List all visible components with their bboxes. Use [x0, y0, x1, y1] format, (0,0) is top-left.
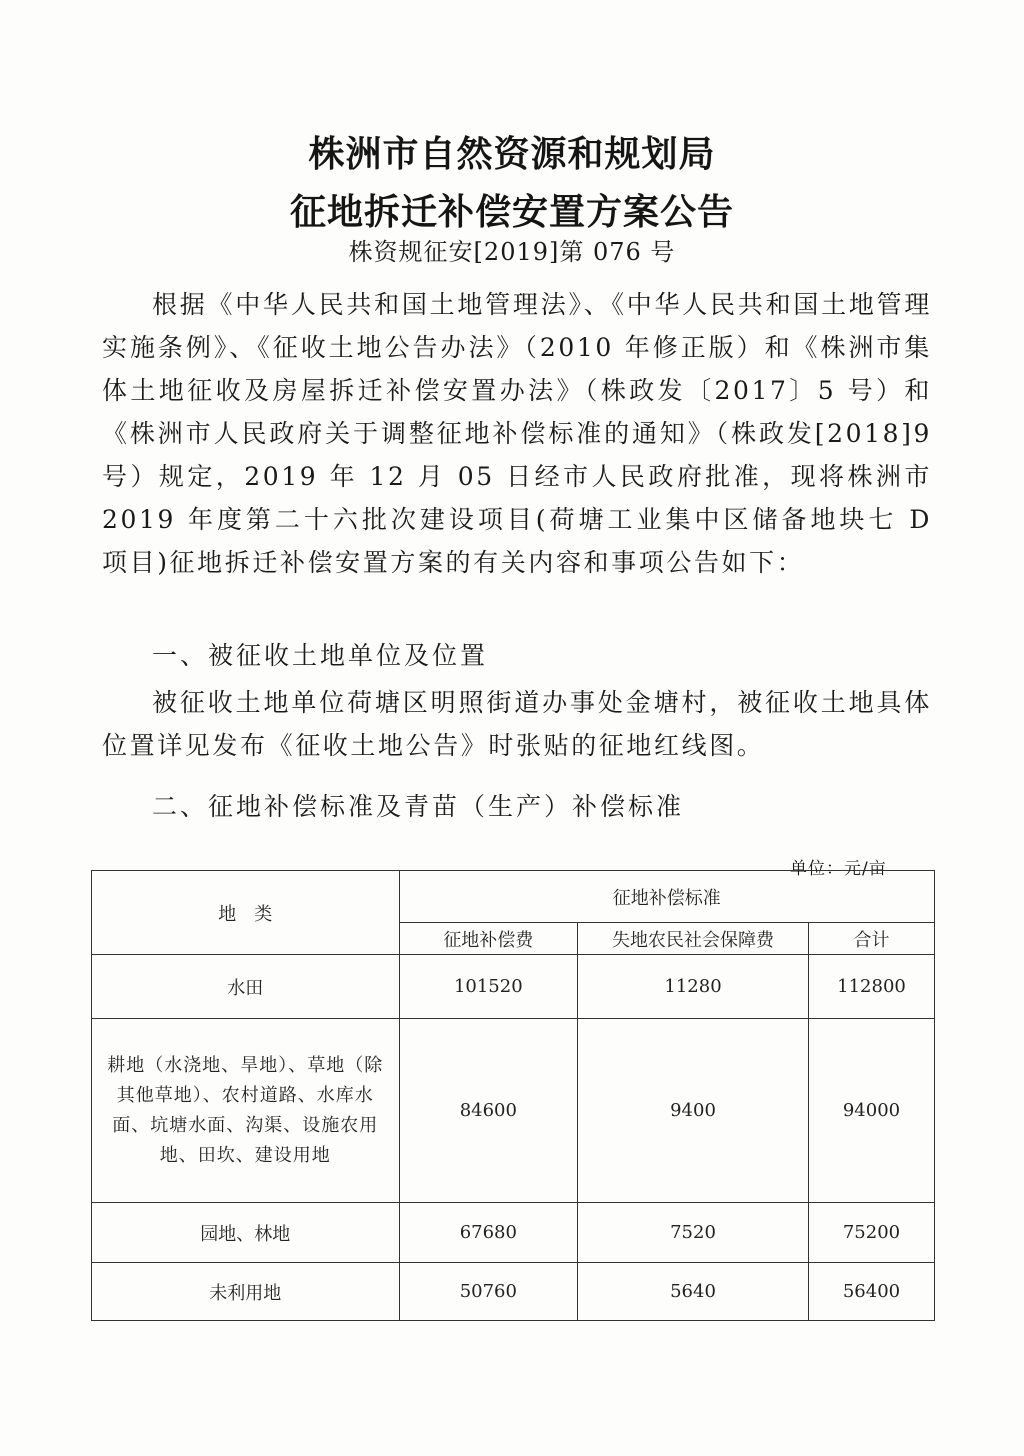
table-row	[92, 955, 935, 1019]
cell-comp-fee: 50760	[399, 1263, 577, 1321]
document-title-line1: 株洲市自然资源和规划局	[308, 134, 716, 175]
cell-total: 56400	[809, 1263, 935, 1321]
cell-social-security: 11280	[578, 955, 809, 1019]
document-number: 株资规征安[2019]第 076 号	[348, 238, 676, 266]
section1-paragraph: 被征收土地单位荷塘区明照街道办事处金塘村，被征收土地具体位置详见发布《征收土地公告》时张贴的征地红线图。	[102, 688, 932, 760]
cell-land-type: 水田	[92, 955, 400, 1019]
table-row	[92, 1019, 935, 1203]
table-row	[92, 1203, 935, 1263]
header-land-type: 地 类	[92, 871, 400, 955]
table-header-row	[92, 871, 935, 923]
cell-comp-fee: 101520	[399, 955, 577, 1019]
cell-land-type: 耕地（水浇地、旱地）、草地（除其他草地）、农村道路、水库水面、坑塘水面、沟渠、设施农用地、田坎、建设用地	[92, 1019, 400, 1203]
cell-total: 94000	[809, 1019, 935, 1203]
cell-total: 75200	[809, 1203, 935, 1263]
table-row	[92, 1263, 935, 1321]
compensation-table	[91, 870, 935, 1321]
cell-land-type: 园地、林地	[92, 1203, 400, 1263]
cell-social-security: 5640	[578, 1263, 809, 1321]
document-title-line2: 征地拆迁补偿安置方案公告	[289, 192, 734, 233]
cell-comp-fee: 84600	[399, 1019, 577, 1203]
cell-total: 112800	[809, 955, 935, 1019]
intro-paragraph: 根据《中华人民共和国土地管理法》、《中华人民共和国土地管理实施条例》、《征收土地公告办法》（2010 年修正版）和《株洲市集体土地征收及房屋拆迁补偿安置办法》（株政发〔2017〕5 号）和《株洲市人民政府关于调整征地补偿标准的通知》（株政发[2018]9 号）规定，2019 年 12 月 05 日经市人民政府批准，现将株洲市 2019 年度第二十六批次建设项目(荷塘工业集中区储备地块七 D 项目)征地拆迁补偿安置方案的有关内容和事项公告如下：	[102, 290, 932, 577]
table-unit-label: 单位：元/亩	[790, 859, 887, 879]
section2-heading: 二、征地补偿标准及青苗（生产）补偿标准	[152, 792, 685, 821]
cell-social-security: 7520	[578, 1203, 809, 1263]
header-total: 合计	[809, 923, 935, 955]
header-compensation-standard: 征地补偿标准	[399, 871, 934, 923]
header-comp-fee: 征地补偿费	[399, 923, 577, 955]
section1-heading: 一、被征收土地单位及位置	[152, 641, 489, 670]
cell-social-security: 9400	[578, 1019, 809, 1203]
cell-comp-fee: 67680	[399, 1203, 577, 1263]
cell-land-type: 未利用地	[92, 1263, 400, 1321]
header-social-security: 失地农民社会保障费	[578, 923, 809, 955]
